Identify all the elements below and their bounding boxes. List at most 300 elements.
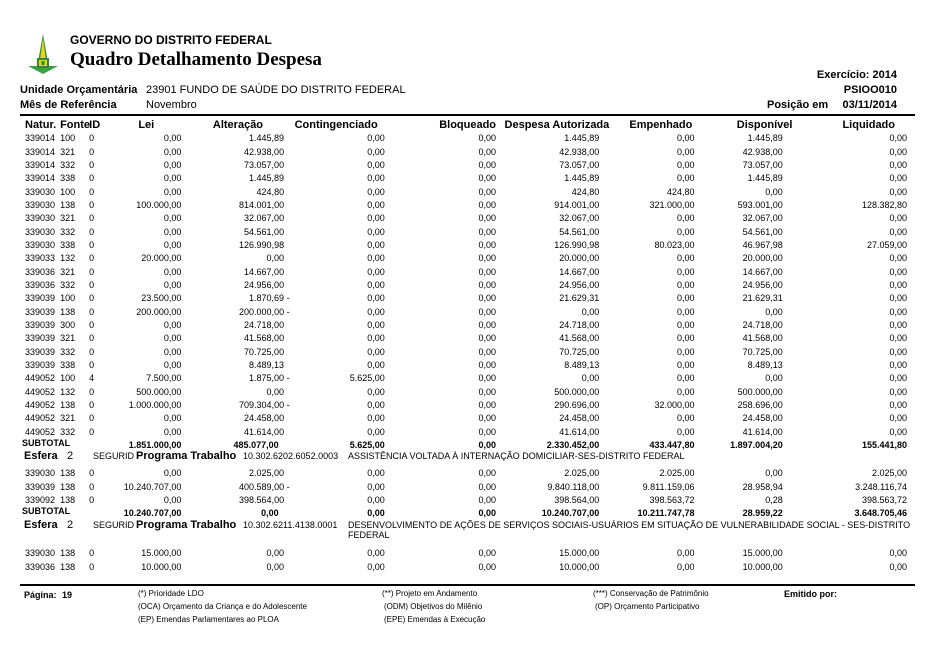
fonte-cell: 138 bbox=[60, 468, 76, 479]
lei-cell: 1.000.000,00 bbox=[128, 400, 182, 411]
bloqueado-cell: 0,00 bbox=[478, 253, 497, 264]
id-cell: 0 bbox=[89, 386, 95, 397]
fonte-cell: 138 bbox=[60, 548, 76, 559]
section-2-rows bbox=[20, 467, 915, 520]
posicao-label: Posição em bbox=[767, 99, 829, 111]
alteracao-cell bbox=[181, 265, 294, 278]
fonte-cell: 132 bbox=[60, 386, 76, 397]
alteracao-value: 2.025,00 bbox=[249, 468, 285, 479]
natureza-cell: 339039 bbox=[25, 481, 56, 492]
empenhado-cell: 0,00 bbox=[676, 293, 695, 304]
legend-projeto-andamento: (**) Projeto em Andamento bbox=[382, 589, 478, 598]
fonte-cell: 100 bbox=[60, 133, 76, 144]
col-id: ID bbox=[89, 118, 101, 131]
subtotal-emp-cell: 10.211.747,78 bbox=[637, 508, 695, 519]
id-cell: 0 bbox=[89, 306, 95, 317]
despesa-autorizada-cell: 500.000,00 bbox=[554, 386, 600, 397]
lei-cell: 7.500,00 bbox=[146, 373, 182, 384]
despesa-autorizada-cell: 73.057,00 bbox=[559, 159, 600, 170]
legend-conservacao: (***) Conservação de Patrimônio bbox=[593, 589, 709, 598]
lei-cell: 0,00 bbox=[163, 226, 182, 237]
subtotal-des-cell: 10.240.707,00 bbox=[541, 508, 600, 519]
table-row bbox=[20, 560, 915, 573]
seguridade: SEGURID bbox=[93, 520, 135, 530]
despesa-autorizada-cell: 20.000,00 bbox=[559, 253, 600, 264]
empenhado-cell: 0,00 bbox=[676, 360, 695, 371]
disponivel-cell: 41.614,00 bbox=[742, 426, 783, 437]
empenhado-cell: 398.563,72 bbox=[649, 494, 695, 505]
esfera-value: 2 bbox=[67, 450, 74, 462]
bloqueado-cell: 0,00 bbox=[478, 239, 497, 250]
subtotal-liq-cell: 155.441,80 bbox=[861, 440, 907, 451]
table-row bbox=[20, 159, 915, 172]
disponivel-cell: 15.000,00 bbox=[742, 548, 783, 559]
table-row bbox=[20, 359, 915, 372]
id-cell: 0 bbox=[89, 494, 95, 505]
natureza-cell: 339030 bbox=[25, 468, 56, 479]
bloqueado-cell: 0,00 bbox=[478, 426, 497, 437]
bloqueado-cell: 0,00 bbox=[478, 213, 497, 224]
alteracao-cell bbox=[181, 172, 294, 185]
despesa-autorizada-cell: 126.990,98 bbox=[554, 239, 600, 250]
natureza-cell: 339014 bbox=[25, 133, 56, 144]
alteracao-value: 24.458,00 bbox=[244, 413, 285, 424]
natureza-cell: 449052 bbox=[25, 413, 56, 424]
empenhado-cell: 80.023,00 bbox=[654, 239, 695, 250]
col-natur: Natur. bbox=[25, 118, 57, 131]
fonte-cell: 138 bbox=[60, 481, 76, 492]
id-cell: 0 bbox=[89, 426, 95, 437]
section-1-rows bbox=[20, 132, 915, 452]
alteracao-cell bbox=[181, 292, 294, 305]
programa-code: 10.302.6202.6052.0003 bbox=[243, 451, 339, 461]
alteracao-value: 0,00 bbox=[266, 561, 285, 572]
liquidado-cell: 0,00 bbox=[889, 159, 907, 170]
alteracao-value: 42.938,00 bbox=[244, 146, 285, 157]
alteracao-value: 398.564,00 bbox=[239, 494, 285, 505]
contingenciado-cell: 0,00 bbox=[367, 186, 385, 197]
empenhado-cell: 0,00 bbox=[676, 333, 695, 344]
alteracao-cell bbox=[181, 212, 294, 225]
natureza-cell: 339030 bbox=[25, 548, 56, 559]
contingenciado-cell: 0,00 bbox=[367, 400, 385, 411]
subtotal-des-cell: 2.330.452,00 bbox=[546, 440, 600, 451]
liquidado-cell: 0,00 bbox=[889, 360, 907, 371]
fonte-cell: 332 bbox=[60, 346, 76, 357]
contingenciado-cell: 0,00 bbox=[367, 386, 385, 397]
bloqueado-cell: 0,00 bbox=[478, 306, 497, 317]
fonte-cell: 100 bbox=[60, 293, 76, 304]
empenhado-cell: 424,80 bbox=[666, 186, 695, 197]
fonte-cell: 100 bbox=[60, 186, 76, 197]
bloqueado-cell: 0,00 bbox=[478, 373, 497, 384]
pagina-label: Página: bbox=[24, 590, 57, 600]
contingenciado-cell: 0,00 bbox=[367, 226, 385, 237]
disponivel-cell: 0,00 bbox=[765, 186, 783, 197]
disponivel-cell: 73.057,00 bbox=[742, 159, 783, 170]
table-row bbox=[20, 199, 915, 212]
fonte-cell: 100 bbox=[60, 373, 76, 384]
contingenciado-cell: 0,00 bbox=[367, 306, 385, 317]
subtotal-dis-cell: 28.959,22 bbox=[742, 508, 783, 519]
table-row bbox=[20, 132, 915, 145]
subtotal-alt-cell: 0,00 bbox=[261, 508, 279, 519]
liquidado-cell: 0,00 bbox=[889, 279, 907, 290]
id-cell: 0 bbox=[89, 468, 95, 479]
lei-cell: 100.000,00 bbox=[136, 199, 182, 210]
alteracao-cell bbox=[181, 252, 294, 265]
alteracao-value: 41.568,00 bbox=[244, 333, 285, 344]
subtotal-lei-cell: 10.240.707,00 bbox=[123, 508, 182, 519]
bloqueado-cell: 0,00 bbox=[478, 226, 497, 237]
empenhado-cell: 321.000,00 bbox=[649, 199, 695, 210]
natureza-cell: 339036 bbox=[25, 279, 56, 290]
bloqueado-cell: 0,00 bbox=[478, 266, 497, 277]
header-rule bbox=[20, 114, 915, 116]
empenhado-cell: 0,00 bbox=[676, 173, 695, 184]
alteracao-cell bbox=[181, 467, 294, 480]
id-cell: 0 bbox=[89, 186, 95, 197]
id-cell: 0 bbox=[89, 346, 95, 357]
programa-desc: DESENVOLVIMENTO DE AÇÕES DE SERVIÇOS SOCIAIS-USUÁRIOS EM SITUAÇÃO DE VULNERABILIDADE SOCIAL - SES-DISTRITO FEDERAL bbox=[348, 520, 911, 540]
despesa-autorizada-cell: 10.000,00 bbox=[559, 561, 600, 572]
despesa-autorizada-cell: 9.840.118,00 bbox=[547, 481, 600, 492]
bloqueado-cell: 0,00 bbox=[478, 413, 497, 424]
report-title: Quadro Detalhamento Despesa bbox=[70, 49, 322, 70]
legend-epe: (EPE) Emendas à Execução bbox=[384, 615, 486, 624]
negative-suffix: - bbox=[286, 481, 290, 492]
despesa-autorizada-cell: 424,80 bbox=[571, 186, 600, 197]
table-row bbox=[20, 279, 915, 292]
id-cell: 0 bbox=[89, 266, 95, 277]
contingenciado-cell: 0,00 bbox=[367, 199, 385, 210]
empenhado-cell: 0,00 bbox=[676, 279, 695, 290]
empenhado-cell: 0,00 bbox=[676, 386, 695, 397]
table-row bbox=[20, 239, 915, 252]
disponivel-cell: 14.667,00 bbox=[742, 266, 783, 277]
id-cell: 4 bbox=[89, 373, 95, 384]
lei-cell: 0,00 bbox=[163, 279, 182, 290]
bloqueado-cell: 0,00 bbox=[478, 481, 497, 492]
government-name: GOVERNO DO DISTRITO FEDERAL bbox=[70, 33, 272, 47]
natureza-cell: 339036 bbox=[25, 266, 56, 277]
natureza-cell: 339092 bbox=[25, 494, 56, 505]
natureza-cell: 339030 bbox=[25, 186, 56, 197]
col-contingenciado: Contingenciado bbox=[294, 118, 378, 131]
table-row bbox=[20, 145, 915, 158]
negative-suffix: - bbox=[286, 306, 290, 317]
bloqueado-cell: 0,00 bbox=[478, 548, 497, 559]
lei-cell: 0,00 bbox=[163, 360, 182, 371]
subtotal-con-cell: 0,00 bbox=[367, 508, 385, 519]
esfera-label: Esfera bbox=[24, 450, 58, 462]
disponivel-cell: 20.000,00 bbox=[742, 253, 783, 264]
lei-cell: 0,00 bbox=[163, 266, 182, 277]
programa-desc: ASSISTÊNCIA VOLTADA À INTERNAÇÃO DOMICILIAR-SES-DISTRITO FEDERAL bbox=[348, 451, 685, 461]
empenhado-cell: 0,00 bbox=[676, 306, 695, 317]
disponivel-cell: 0,00 bbox=[765, 373, 783, 384]
natureza-cell: 339014 bbox=[25, 173, 56, 184]
alteracao-cell bbox=[181, 359, 294, 372]
lei-cell: 0,00 bbox=[163, 426, 182, 437]
lei-cell: 23.500,00 bbox=[141, 293, 182, 304]
bloqueado-cell: 0,00 bbox=[478, 293, 497, 304]
fonte-cell: 332 bbox=[60, 279, 76, 290]
contingenciado-cell: 0,00 bbox=[367, 133, 385, 144]
liquidado-cell: 0,00 bbox=[889, 346, 907, 357]
bloqueado-cell: 0,00 bbox=[478, 346, 497, 357]
legend-ep: (EP) Emendas Parlamentares ao PLOA bbox=[138, 615, 279, 624]
lei-cell: 0,00 bbox=[163, 468, 182, 479]
report-code: PSIOO010 bbox=[843, 84, 897, 96]
pagina-value: 19 bbox=[62, 590, 73, 600]
subtotal-liq-cell: 3.648.705,46 bbox=[854, 508, 907, 519]
natureza-cell: 339039 bbox=[25, 319, 56, 330]
alteracao-cell bbox=[181, 132, 294, 145]
table-row bbox=[20, 185, 915, 198]
column-headers bbox=[20, 118, 915, 132]
despesa-autorizada-cell: 1.445,89 bbox=[564, 173, 600, 184]
liquidado-cell: 0,00 bbox=[889, 146, 907, 157]
disponivel-cell: 1.445,89 bbox=[747, 173, 783, 184]
bloqueado-cell: 0,00 bbox=[478, 319, 497, 330]
contingenciado-cell: 0,00 bbox=[367, 319, 385, 330]
despesa-autorizada-cell: 24.956,00 bbox=[559, 279, 600, 290]
bloqueado-cell: 0,00 bbox=[478, 400, 497, 411]
alteracao-cell bbox=[181, 399, 294, 412]
contingenciado-cell: 0,00 bbox=[367, 481, 385, 492]
liquidado-cell: 0,00 bbox=[889, 306, 907, 317]
fonte-cell: 321 bbox=[60, 146, 76, 157]
bloqueado-cell: 0,00 bbox=[478, 561, 497, 572]
fonte-cell: 138 bbox=[60, 199, 76, 210]
fonte-cell: 321 bbox=[60, 413, 76, 424]
alteracao-value: 24.718,00 bbox=[244, 319, 285, 330]
esfera-value: 2 bbox=[67, 519, 74, 531]
section-2-header bbox=[20, 450, 920, 464]
id-cell: 0 bbox=[89, 548, 95, 559]
natureza-cell: 339014 bbox=[25, 146, 56, 157]
alteracao-value: 1.870,69 bbox=[249, 293, 285, 304]
posicao-value: 03/11/2014 bbox=[842, 99, 897, 111]
alteracao-value: 200.000,00 bbox=[239, 306, 285, 317]
table-row bbox=[20, 212, 915, 225]
contingenciado-cell: 0,00 bbox=[367, 159, 385, 170]
id-cell: 0 bbox=[89, 133, 95, 144]
alteracao-value: 709.304,00 bbox=[239, 400, 285, 411]
lei-cell: 0,00 bbox=[163, 319, 182, 330]
id-cell: 0 bbox=[89, 213, 95, 224]
col-alteracao: Alteração bbox=[212, 118, 264, 131]
fonte-cell: 138 bbox=[60, 400, 76, 411]
table-row bbox=[20, 547, 915, 560]
id-cell: 0 bbox=[89, 413, 95, 424]
despesa-autorizada-cell: 24.718,00 bbox=[559, 319, 600, 330]
lei-cell: 500.000,00 bbox=[136, 386, 182, 397]
alteracao-value: 24.956,00 bbox=[244, 279, 285, 290]
table-row bbox=[20, 399, 915, 412]
liquidado-cell: 0,00 bbox=[889, 413, 907, 424]
table-row bbox=[20, 386, 915, 399]
bloqueado-cell: 0,00 bbox=[478, 333, 497, 344]
alteracao-value: 0,00 bbox=[266, 386, 285, 397]
programa-label: Programa Trabalho bbox=[136, 450, 237, 462]
liquidado-cell: 0,00 bbox=[889, 400, 907, 411]
alteracao-cell bbox=[181, 159, 294, 172]
natureza-cell: 339033 bbox=[25, 253, 56, 264]
mes-label: Mês de Referência bbox=[20, 99, 117, 111]
subtotal-emp-cell: 433.447,80 bbox=[649, 440, 695, 451]
contingenciado-cell: 0,00 bbox=[367, 239, 385, 250]
disponivel-cell: 0,00 bbox=[765, 468, 783, 479]
contingenciado-cell: 0,00 bbox=[367, 279, 385, 290]
footer-rule bbox=[20, 584, 915, 586]
fonte-cell: 300 bbox=[60, 319, 76, 330]
lei-cell: 0,00 bbox=[163, 159, 182, 170]
id-cell: 0 bbox=[89, 481, 95, 492]
natureza-cell: 449052 bbox=[25, 373, 56, 384]
despesa-autorizada-cell: 914.001,00 bbox=[554, 199, 600, 210]
alteracao-value: 70.725,00 bbox=[244, 346, 285, 357]
id-cell: 0 bbox=[89, 239, 95, 250]
subtotal-label: SUBTOTAL bbox=[22, 506, 71, 517]
disponivel-cell: 24.956,00 bbox=[742, 279, 783, 290]
alteracao-value: 14.667,00 bbox=[244, 266, 285, 277]
seguridade: SEGURID bbox=[93, 451, 135, 461]
exercicio: Exercício: 2014 bbox=[816, 69, 897, 81]
liquidado-cell: 0,00 bbox=[889, 173, 907, 184]
empenhado-cell: 9.811.159,06 bbox=[642, 481, 695, 492]
liquidado-cell: 3.248.116,74 bbox=[855, 481, 907, 492]
subtotal-label: SUBTOTAL bbox=[22, 437, 71, 448]
disponivel-cell: 0,00 bbox=[765, 306, 783, 317]
alteracao-value: 1.875,00 bbox=[249, 373, 285, 384]
contingenciado-cell: 0,00 bbox=[367, 146, 385, 157]
disponivel-cell: 24.458,00 bbox=[742, 413, 783, 424]
table-row bbox=[20, 467, 915, 480]
liquidado-cell: 27.059,00 bbox=[866, 239, 907, 250]
bloqueado-cell: 0,00 bbox=[478, 360, 497, 371]
contingenciado-cell: 0,00 bbox=[367, 266, 385, 277]
table-row bbox=[20, 494, 915, 507]
alteracao-value: 814.001,00 bbox=[239, 199, 285, 210]
despesa-autorizada-cell: 70.725,00 bbox=[559, 346, 600, 357]
alteracao-cell bbox=[181, 279, 294, 292]
empenhado-cell: 0,00 bbox=[676, 561, 695, 572]
despesa-autorizada-cell: 14.667,00 bbox=[559, 266, 600, 277]
alteracao-value: 0,00 bbox=[266, 548, 285, 559]
col-disponivel: Disponível bbox=[736, 118, 793, 131]
liquidado-cell: 0,00 bbox=[889, 561, 907, 572]
unidade-label: Unidade Orçamentária bbox=[20, 84, 138, 96]
despesa-autorizada-cell: 15.000,00 bbox=[559, 548, 600, 559]
despesa-autorizada-cell: 290.696,00 bbox=[554, 400, 600, 411]
disponivel-cell: 258.696,00 bbox=[737, 400, 783, 411]
table-row bbox=[20, 265, 915, 278]
bloqueado-cell: 0,00 bbox=[478, 159, 497, 170]
contingenciado-cell: 0,00 bbox=[367, 426, 385, 437]
fonte-cell: 332 bbox=[60, 426, 76, 437]
natureza-cell: 339014 bbox=[25, 159, 56, 170]
disponivel-cell: 10.000,00 bbox=[742, 561, 783, 572]
gdf-coat-of-arms-icon bbox=[26, 32, 60, 76]
disponivel-cell: 42.938,00 bbox=[742, 146, 783, 157]
disponivel-cell: 41.568,00 bbox=[742, 333, 783, 344]
bloqueado-cell: 0,00 bbox=[478, 386, 497, 397]
despesa-autorizada-cell: 41.614,00 bbox=[559, 426, 600, 437]
col-lei: Lei bbox=[138, 118, 155, 131]
contingenciado-cell: 0,00 bbox=[367, 333, 385, 344]
fonte-cell: 332 bbox=[60, 159, 76, 170]
empenhado-cell: 0,00 bbox=[676, 253, 695, 264]
natureza-cell: 339030 bbox=[25, 199, 56, 210]
bloqueado-cell: 0,00 bbox=[478, 146, 497, 157]
legend-odm: (ODM) Objetivos do Milênio bbox=[384, 602, 483, 611]
table-row bbox=[20, 426, 915, 439]
contingenciado-cell: 0,00 bbox=[367, 468, 385, 479]
id-cell: 0 bbox=[89, 319, 95, 330]
alteracao-cell bbox=[181, 372, 294, 385]
alteracao-cell bbox=[181, 494, 294, 507]
empenhado-cell: 0,00 bbox=[676, 266, 695, 277]
id-cell: 0 bbox=[89, 333, 95, 344]
esfera-label: Esfera bbox=[24, 519, 58, 531]
empenhado-cell: 0,00 bbox=[676, 426, 695, 437]
empenhado-cell: 0,00 bbox=[676, 133, 695, 144]
contingenciado-cell: 5.625,00 bbox=[349, 373, 385, 384]
empenhado-cell: 0,00 bbox=[676, 146, 695, 157]
liquidado-cell: 0,00 bbox=[889, 293, 907, 304]
natureza-cell: 449052 bbox=[25, 400, 56, 411]
lei-cell: 0,00 bbox=[163, 173, 182, 184]
alteracao-value: 73.057,00 bbox=[244, 159, 285, 170]
despesa-autorizada-cell: 42.938,00 bbox=[559, 146, 600, 157]
contingenciado-cell: 0,00 bbox=[367, 494, 385, 505]
natureza-cell: 339039 bbox=[25, 293, 56, 304]
empenhado-cell: 0,00 bbox=[676, 373, 695, 384]
subtotal-con-cell: 5.625,00 bbox=[349, 440, 385, 451]
alteracao-cell bbox=[181, 239, 294, 252]
empenhado-cell: 32.000,00 bbox=[654, 400, 695, 411]
id-cell: 0 bbox=[89, 360, 95, 371]
empenhado-cell: 0,00 bbox=[676, 413, 695, 424]
contingenciado-cell: 0,00 bbox=[367, 346, 385, 357]
natureza-cell: 339039 bbox=[25, 333, 56, 344]
empenhado-cell: 0,00 bbox=[676, 346, 695, 357]
lei-cell: 10.000,00 bbox=[141, 561, 182, 572]
expense-table-section-2 bbox=[20, 467, 915, 520]
disponivel-cell: 21.629,31 bbox=[742, 293, 783, 304]
legend-prioridade-ldo: (*) Prioridade LDO bbox=[138, 589, 204, 598]
lei-cell: 20.000,00 bbox=[141, 253, 182, 264]
legend-oca: (OCA) Orçamento da Criança e do Adolescente bbox=[138, 602, 307, 611]
lei-cell: 0,00 bbox=[163, 146, 182, 157]
disponivel-cell: 46.967,98 bbox=[742, 239, 783, 250]
section-3-rows bbox=[20, 547, 915, 574]
alteracao-cell bbox=[181, 332, 294, 345]
expense-table-section-3 bbox=[20, 547, 915, 574]
lei-cell: 0,00 bbox=[163, 133, 182, 144]
despesa-autorizada-cell: 0,00 bbox=[581, 306, 600, 317]
table-row bbox=[20, 372, 915, 385]
contingenciado-cell: 0,00 bbox=[367, 561, 385, 572]
alteracao-cell bbox=[181, 386, 294, 399]
fonte-cell: 338 bbox=[60, 239, 76, 250]
liquidado-cell: 0,00 bbox=[889, 133, 907, 144]
alteracao-cell bbox=[181, 346, 294, 359]
contingenciado-cell: 0,00 bbox=[367, 548, 385, 559]
mes-value: Novembro bbox=[146, 99, 197, 111]
